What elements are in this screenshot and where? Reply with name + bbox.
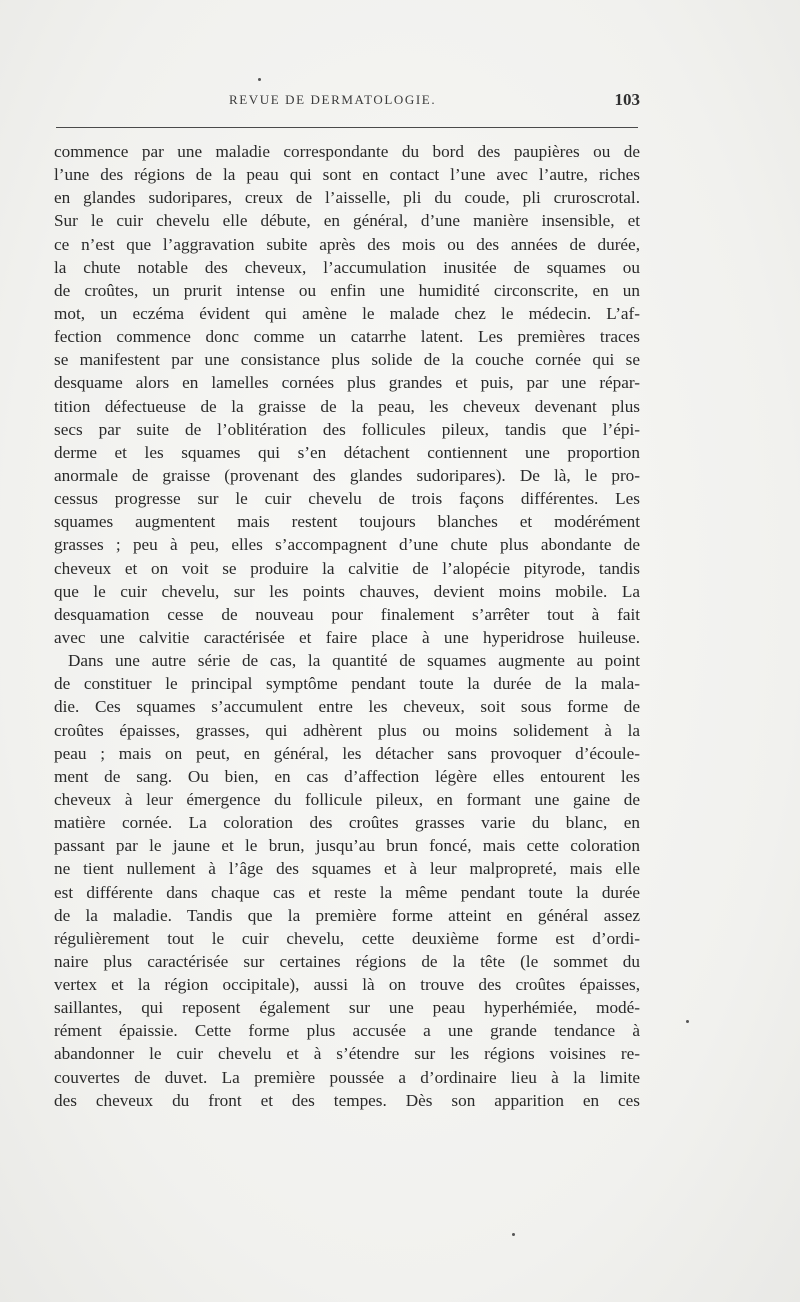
text-line: régulièrement tout le cuir chevelu, cette deuxième forme est d’ordi- (54, 928, 640, 948)
text-line: croûtes épaisses, grasses, qui adhèrent plus ou moins solidement à la (54, 720, 640, 740)
text-line: Sur le cuir chevelu elle débute, en général, d’une manière insensible, et (54, 211, 640, 231)
text-line: avec une calvitie caractérisée et faire place à une hyperidrose huileuse. (54, 627, 640, 647)
body-text (54, 140, 640, 1112)
text-line: fection commence donc comme un catarrhe latent. Les premières traces (54, 327, 640, 347)
text-line: ne tient nullement à l’âge des squames et à leur malpropreté, mais elle (54, 859, 640, 879)
text-line: de constituer le principal symptôme pendant toute la durée de la mala- (54, 674, 640, 694)
text-line: cessus progresse sur le cuir chevelu de trois façons différentes. Les (54, 489, 640, 509)
text-line: couvertes de duvet. La première poussée a d’ordinaire lieu à la limite (54, 1067, 640, 1087)
text-line: de la maladie. Tandis que la première forme atteint en général assez (54, 905, 640, 925)
text-line: desquamation cesse de nouveau pour finalement s’arrêter tout à fait (54, 604, 640, 624)
text-line: desquame alors en lamelles cornées plus grandes et puis, par une répar- (54, 373, 640, 393)
text-line: commence par une maladie correspondante du bord des paupières ou de (54, 142, 640, 161)
text-line: abandonner le cuir chevelu et à s’étendre sur les régions voisines re- (54, 1044, 640, 1064)
text-line: des cheveux du front et des tempes. Dès son apparition en ces (54, 1090, 640, 1110)
text-line: grasses ; peu à peu, elles s’accompagnent d’une chute plus abondante de (54, 535, 640, 555)
text-line: se manifestent par une consistance plus solide de la couche cornée qui se (54, 350, 640, 370)
header-rule (56, 127, 638, 128)
ink-speck (686, 1020, 689, 1023)
text-line: passant par le jaune et le brun, jusqu’au brun foncé, mais cette coloration (54, 836, 640, 856)
text-line: tition défectueuse de la graisse de la peau, les cheveux devenant plus (54, 396, 640, 416)
text-line: cheveux à leur émergence du follicule pileux, en formant une gaine de (54, 789, 640, 809)
text-line: die. Ces squames s’accumulent entre les cheveux, soit sous forme de (54, 697, 640, 717)
text-line: peau ; mais on peut, en général, les détacher sans provoquer d’écoule- (54, 743, 640, 763)
text-line: Dans une autre série de cas, la quantité de squames augmente au point (68, 651, 640, 671)
text-line: ce n’est que l’aggravation subite après des mois ou des années de durée, (54, 234, 640, 254)
text-line: en glandes sudoripares, creux de l’aisselle, pli du coude, pli cruroscrotal. (54, 188, 640, 208)
text-line: squames augmentent mais restent toujours blanches et modérément (54, 512, 640, 532)
text-line: mot, un eczéma évident qui amène le malade chez le médecin. L’af- (54, 303, 640, 323)
running-title: REVUE DE DERMATOLOGIE. (229, 92, 437, 107)
text-line: cheveux et on voit se produire la calvitie de l’alopécie pityrode, tandis (54, 558, 640, 578)
text-line: ment de sang. Ou bien, en cas d’affection légère elles entourent les (54, 766, 640, 786)
text-line: la chute notable des cheveux, l’accumulation inusitée de squames ou (54, 257, 640, 277)
text-line: saillantes, qui reposent également sur une peau hyperhémiée, modé- (54, 998, 640, 1018)
ink-speck (512, 1233, 515, 1236)
text-line: de croûtes, un prurit intense ou enfin une humidité circonscrite, en un (54, 280, 640, 300)
text-line: rément épaissie. Cette forme plus accusée a une grande tendance à (54, 1021, 640, 1041)
text-line: vertex et la région occipitale), aussi là on trouve des croûtes épaisses, (54, 975, 640, 995)
text-line: matière cornée. La coloration des croûtes grasses varie du blanc, en (54, 813, 640, 833)
text-line: anormale de graisse (provenant des glandes sudoripares). De là, le pro- (54, 465, 640, 485)
text-line: secs par suite de l’oblitération des follicules pileux, tandis que l’épi- (54, 419, 640, 439)
ink-speck (258, 78, 261, 81)
text-line: derme et les squames qui s’en détachent contiennent une proportion (54, 442, 640, 462)
page-number: 103 (614, 90, 640, 109)
text-line: que le cuir chevelu, sur les points chauves, devient moins mobile. La (54, 581, 640, 601)
running-head (54, 92, 640, 114)
text-line: est différente dans chaque cas et reste la même pendant toute la durée (54, 882, 640, 902)
text-line: l’une des régions de la peau qui sont en contact l’une avec l’autre, riches (54, 165, 640, 185)
text-line: naire plus caractérisée sur certaines régions de la tête (le sommet du (54, 951, 640, 971)
